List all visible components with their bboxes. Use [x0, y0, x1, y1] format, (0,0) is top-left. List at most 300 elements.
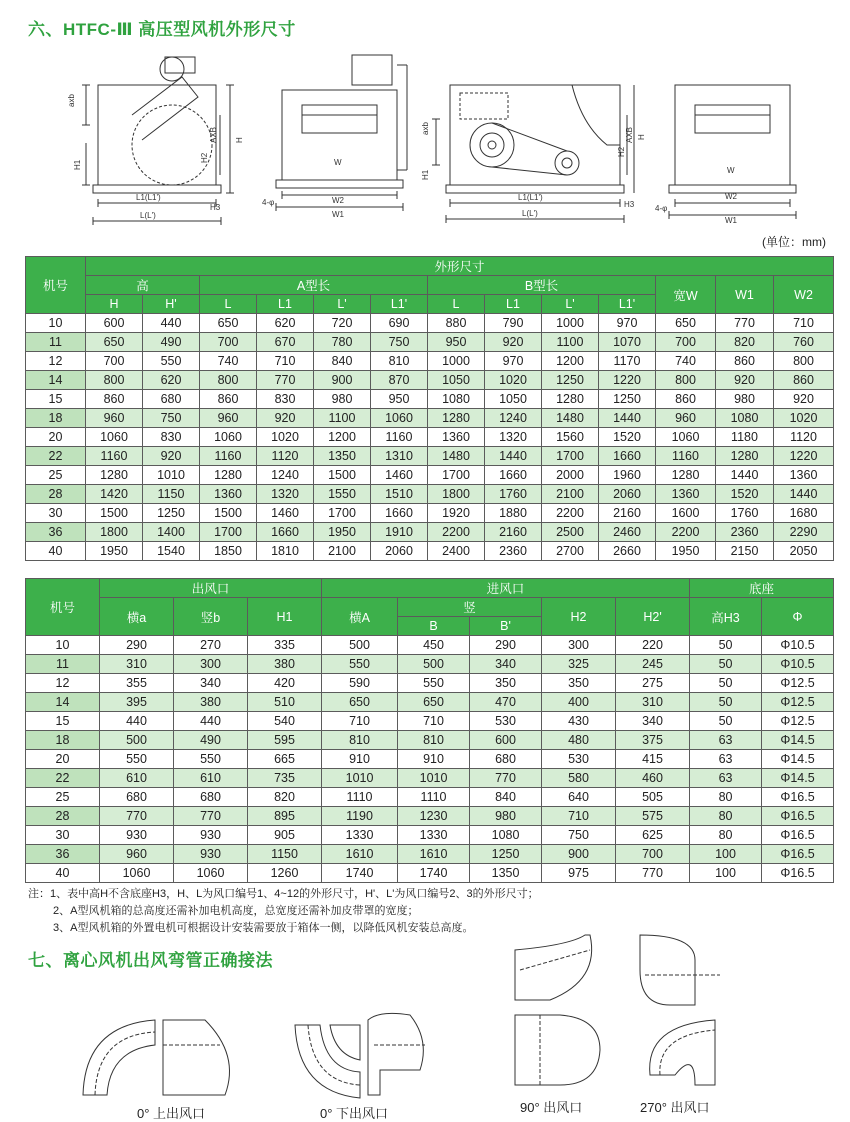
table-cell: 290	[100, 636, 174, 655]
table-cell: 2200	[656, 523, 716, 542]
table-cell: 860	[86, 390, 143, 409]
table-cell: 1020	[257, 428, 314, 447]
table-row	[26, 845, 834, 864]
caption-0-up: 0° 上出风口	[137, 1106, 206, 1121]
table-cell: Φ16.5	[762, 788, 834, 807]
table-cell: 1160	[371, 428, 428, 447]
table-cell: 1960	[599, 466, 656, 485]
table-cell: 700	[86, 352, 143, 371]
table-row	[26, 864, 834, 883]
table-cell: 1460	[257, 504, 314, 523]
table-cell: 505	[616, 788, 690, 807]
table-cell: 595	[248, 731, 322, 750]
table-cell: 270	[174, 636, 248, 655]
table-cell: 1080	[428, 390, 485, 409]
table-cell: 1810	[257, 542, 314, 561]
table-cell: 80	[690, 788, 762, 807]
machine-no-cell: 11	[26, 333, 86, 352]
a-type-side-drawing	[262, 45, 422, 225]
table-cell: 380	[174, 693, 248, 712]
table-cell: 2360	[485, 542, 542, 561]
table-cell: 1010	[398, 769, 470, 788]
header-sub-col: L'	[542, 295, 599, 314]
table-cell: Φ14.5	[762, 731, 834, 750]
machine-no-cell: 30	[26, 504, 86, 523]
table-row	[26, 333, 834, 352]
header-vertical-b: 竖b	[174, 598, 248, 636]
table-cell: 50	[690, 655, 762, 674]
table-cell: 1170	[599, 352, 656, 371]
table-cell: 1250	[542, 371, 599, 390]
table-cell: 800	[200, 371, 257, 390]
label-h3: H3	[210, 203, 221, 212]
table-cell: 335	[248, 636, 322, 655]
caption-270: 270° 出风口	[640, 1100, 710, 1115]
table-row	[26, 466, 834, 485]
table-cell: 620	[257, 314, 314, 333]
table-cell: 1070	[599, 333, 656, 352]
header-sub-col: L1	[485, 295, 542, 314]
table-cell: 1700	[428, 466, 485, 485]
table-cell: 1850	[200, 542, 257, 561]
table-cell: 770	[470, 769, 542, 788]
table-cell: 1660	[599, 447, 656, 466]
label-l1: L1(L1')	[518, 193, 543, 202]
table-cell: 1740	[322, 864, 398, 883]
table-cell: 1110	[322, 788, 398, 807]
machine-no-cell: 36	[26, 523, 86, 542]
table-cell: 1190	[322, 807, 398, 826]
table-cell: 930	[174, 826, 248, 845]
table-cell: 1680	[774, 504, 834, 523]
header-sub-col: L1'	[371, 295, 428, 314]
table-cell: Φ12.5	[762, 712, 834, 731]
table-cell: 1560	[542, 428, 599, 447]
table-cell: 1740	[398, 864, 470, 883]
table-cell: 920	[485, 333, 542, 352]
table-cell: 1800	[86, 523, 143, 542]
table-cell: 1250	[143, 504, 200, 523]
table-cell: 1330	[322, 826, 398, 845]
table-cell: 1240	[257, 466, 314, 485]
machine-no-cell: 15	[26, 712, 100, 731]
table-cell: 830	[257, 390, 314, 409]
table-cell: 620	[143, 371, 200, 390]
machine-no-cell: 28	[26, 807, 100, 826]
table-cell: 1520	[716, 485, 774, 504]
table-cell: 420	[248, 674, 322, 693]
table-cell: 770	[174, 807, 248, 826]
label-w2: W2	[725, 192, 737, 201]
table-cell: 1520	[599, 428, 656, 447]
table-cell: 750	[143, 409, 200, 428]
table-cell: 540	[248, 712, 322, 731]
table-cell: 100	[690, 864, 762, 883]
table-row	[26, 523, 834, 542]
table-cell: 2160	[599, 504, 656, 523]
table-cell: 1950	[314, 523, 371, 542]
table-cell: 950	[371, 390, 428, 409]
machine-no-cell: 15	[26, 390, 86, 409]
table-cell: 1280	[86, 466, 143, 485]
table-row	[26, 826, 834, 845]
table-cell: 300	[174, 655, 248, 674]
table-cell: 340	[470, 655, 542, 674]
table-cell: 550	[143, 352, 200, 371]
table-cell: 2500	[542, 523, 599, 542]
header-h2-prime: H2'	[616, 598, 690, 636]
table-cell: 780	[314, 333, 371, 352]
table-cell: 480	[542, 731, 616, 750]
table-cell: 530	[542, 750, 616, 769]
table-cell: 2290	[774, 523, 834, 542]
table-cell: 1060	[86, 428, 143, 447]
table-cell: 1360	[774, 466, 834, 485]
table-cell: 970	[485, 352, 542, 371]
table-cell: 50	[690, 712, 762, 731]
table-cell: 1010	[143, 466, 200, 485]
table-cell: 1230	[398, 807, 470, 826]
table-cell: 860	[200, 390, 257, 409]
table-cell: 50	[690, 674, 762, 693]
table-cell: 800	[86, 371, 143, 390]
table-cell: 550	[322, 655, 398, 674]
table-cell: 1050	[485, 390, 542, 409]
table-cell: 100	[690, 845, 762, 864]
table-cell: 2160	[485, 523, 542, 542]
machine-no-cell: 25	[26, 788, 100, 807]
machine-no-cell: 14	[26, 371, 86, 390]
table-cell: 710	[774, 314, 834, 333]
machine-no-cell: 11	[26, 655, 100, 674]
table-cell: 1050	[428, 371, 485, 390]
table-cell: 1280	[656, 466, 716, 485]
header-horizontal-A: 横A	[322, 598, 398, 636]
machine-no-cell: 18	[26, 731, 100, 750]
table-cell: 1600	[656, 504, 716, 523]
table-cell: 920	[257, 409, 314, 428]
label-h: H	[637, 134, 646, 140]
table-cell: 860	[656, 390, 716, 409]
table-cell: 1320	[257, 485, 314, 504]
table-row	[26, 352, 834, 371]
table-cell: 1280	[716, 447, 774, 466]
table-cell: 2060	[599, 485, 656, 504]
header-vertical: 竖	[398, 598, 542, 617]
machine-no-cell: 10	[26, 636, 100, 655]
table-cell: Φ16.5	[762, 864, 834, 883]
machine-no-cell: 40	[26, 542, 86, 561]
header-B-prime: B'	[470, 617, 542, 636]
table-cell: 1660	[485, 466, 542, 485]
table-cell: 460	[616, 769, 690, 788]
table-cell: 1010	[322, 769, 398, 788]
table-cell: 810	[371, 352, 428, 371]
table-cell: 380	[248, 655, 322, 674]
table-cell: 1200	[314, 428, 371, 447]
table-cell: 1330	[398, 826, 470, 845]
table-cell: Φ16.5	[762, 807, 834, 826]
table-cell: 1310	[371, 447, 428, 466]
table-cell: 650	[656, 314, 716, 333]
table-cell: 1100	[542, 333, 599, 352]
table-cell: 1060	[656, 428, 716, 447]
caption-0-down: 0° 下出风口	[320, 1106, 389, 1121]
table-cell: 2200	[542, 504, 599, 523]
label-h3: H3	[624, 200, 635, 209]
table-cell: 680	[100, 788, 174, 807]
table-cell: 1360	[428, 428, 485, 447]
table-cell: 1160	[656, 447, 716, 466]
header-w2: W2	[774, 276, 834, 314]
header-h3: 高H3	[690, 598, 762, 636]
table-cell: 950	[428, 333, 485, 352]
table-cell: 960	[86, 409, 143, 428]
table-cell: 590	[322, 674, 398, 693]
table-cell: 830	[143, 428, 200, 447]
table-cell: 1120	[774, 428, 834, 447]
header-sub-col: H'	[143, 295, 200, 314]
table-cell: 920	[143, 447, 200, 466]
table-cell: 1440	[485, 447, 542, 466]
table-cell: 1060	[200, 428, 257, 447]
table-cell: 2000	[542, 466, 599, 485]
table-cell: 63	[690, 750, 762, 769]
table-cell: 770	[616, 864, 690, 883]
label-w: W	[727, 166, 735, 175]
table-cell: 980	[716, 390, 774, 409]
elbow-90-diagram	[510, 930, 620, 1090]
table-cell: 1500	[200, 504, 257, 523]
table-cell: 1000	[428, 352, 485, 371]
table-cell: 1700	[542, 447, 599, 466]
table-cell: 440	[143, 314, 200, 333]
table-cell: 430	[542, 712, 616, 731]
table-cell: 1320	[485, 428, 542, 447]
table-cell: 810	[322, 731, 398, 750]
table-cell: 770	[716, 314, 774, 333]
table-cell: 790	[485, 314, 542, 333]
table-cell: 1200	[542, 352, 599, 371]
outlet-inlet-table	[25, 578, 834, 883]
table-cell: 1360	[656, 485, 716, 504]
table-cell: 1280	[542, 390, 599, 409]
label-w2: W2	[332, 196, 344, 205]
machine-no-cell: 40	[26, 864, 100, 883]
table-cell: 2400	[428, 542, 485, 561]
table-cell: 400	[542, 693, 616, 712]
table-cell: 575	[616, 807, 690, 826]
machine-no-cell: 28	[26, 485, 86, 504]
machine-no-cell: 30	[26, 826, 100, 845]
header-high: 高	[86, 276, 200, 295]
table-cell: 63	[690, 769, 762, 788]
table-row	[26, 314, 834, 333]
table-cell: 470	[470, 693, 542, 712]
table-cell: 700	[200, 333, 257, 352]
table-cell: 600	[470, 731, 542, 750]
table-cell: 1460	[371, 466, 428, 485]
table-cell: 900	[542, 845, 616, 864]
table-cell: 1610	[322, 845, 398, 864]
machine-no-cell: 25	[26, 466, 86, 485]
table-cell: 860	[774, 371, 834, 390]
table-cell: 500	[100, 731, 174, 750]
header-horizontal-a: 横a	[100, 598, 174, 636]
table-cell: 910	[398, 750, 470, 769]
table-cell: 80	[690, 826, 762, 845]
table-cell: 920	[774, 390, 834, 409]
label-w: W	[334, 158, 342, 167]
table-cell: 840	[314, 352, 371, 371]
table-cell: 740	[200, 352, 257, 371]
header-outlet: 出风口	[100, 579, 322, 598]
table-cell: 2660	[599, 542, 656, 561]
table-cell: 680	[470, 750, 542, 769]
table-cell: 1500	[86, 504, 143, 523]
table-cell: 350	[470, 674, 542, 693]
note-1: 注：1、表中高H不含底座H3，H、L为风口编号1、4~12的外形尺寸，H'、L'为风口编号2、3的外形尺寸；	[28, 888, 539, 900]
table-cell: 680	[174, 788, 248, 807]
table-cell: 2700	[542, 542, 599, 561]
header-inlet: 进风口	[322, 579, 690, 598]
table-cell: 960	[656, 409, 716, 428]
table-cell: 245	[616, 655, 690, 674]
table-cell: 415	[616, 750, 690, 769]
table-cell: 580	[542, 769, 616, 788]
table-cell: 1910	[371, 523, 428, 542]
machine-no-cell: 12	[26, 352, 86, 371]
table-row	[26, 750, 834, 769]
table-cell: 510	[248, 693, 322, 712]
table-cell: 810	[398, 731, 470, 750]
header-sub-col: L1	[257, 295, 314, 314]
table-cell: 650	[86, 333, 143, 352]
b-type-front-drawing	[422, 75, 652, 230]
table-cell: 650	[322, 693, 398, 712]
header-sub-col: L1'	[599, 295, 656, 314]
machine-no-cell: 22	[26, 769, 100, 788]
table-cell: 440	[174, 712, 248, 731]
table-cell: 710	[542, 807, 616, 826]
label-h: H	[235, 137, 244, 143]
table-cell: 1660	[371, 504, 428, 523]
label-w1: W1	[725, 216, 737, 225]
a-type-front-drawing	[60, 45, 250, 230]
table-cell: 1880	[485, 504, 542, 523]
table-cell: 710	[257, 352, 314, 371]
table-cell: 770	[100, 807, 174, 826]
table-cell: 1360	[200, 485, 257, 504]
table-cell: 970	[599, 314, 656, 333]
table-cell: 700	[656, 333, 716, 352]
table-cell: 80	[690, 807, 762, 826]
table-cell: 1440	[716, 466, 774, 485]
table-cell: 1480	[428, 447, 485, 466]
table-cell: 650	[398, 693, 470, 712]
header-h2: H2	[542, 598, 616, 636]
table-cell: 310	[100, 655, 174, 674]
table-cell: 1350	[314, 447, 371, 466]
table-cell: 1280	[428, 409, 485, 428]
table-cell: 760	[774, 333, 834, 352]
table-cell: 1550	[314, 485, 371, 504]
table-cell: 2460	[599, 523, 656, 542]
table-cell: 1500	[314, 466, 371, 485]
machine-no-cell: 10	[26, 314, 86, 333]
table-cell: 355	[100, 674, 174, 693]
label-h1: H1	[421, 169, 430, 180]
table-cell: 1160	[200, 447, 257, 466]
table-cell: 1540	[143, 542, 200, 561]
table-cell: 880	[428, 314, 485, 333]
table-cell: 1080	[716, 409, 774, 428]
table-cell: 650	[200, 314, 257, 333]
caption-90: 90° 出风口	[520, 1100, 583, 1115]
table-cell: 1920	[428, 504, 485, 523]
table-cell: Φ10.5	[762, 655, 834, 674]
machine-no-cell: 14	[26, 693, 100, 712]
header-phi: Φ	[762, 598, 834, 636]
table-row	[26, 807, 834, 826]
table-cell: 490	[174, 731, 248, 750]
table-cell: 340	[616, 712, 690, 731]
table-cell: 1100	[314, 409, 371, 428]
table-cell: 50	[690, 636, 762, 655]
label-axb-big: AXB	[625, 126, 634, 143]
notes	[28, 886, 539, 937]
table-cell: 710	[322, 712, 398, 731]
table-cell: 1440	[774, 485, 834, 504]
label-axb: axb	[421, 122, 430, 135]
table-cell: 680	[143, 390, 200, 409]
table-cell: 550	[174, 750, 248, 769]
label-phi: 4-φ	[262, 198, 275, 207]
table-cell: 750	[542, 826, 616, 845]
table-row	[26, 371, 834, 390]
table-cell: Φ14.5	[762, 750, 834, 769]
table-cell: 1020	[485, 371, 542, 390]
table-cell: 220	[616, 636, 690, 655]
table-cell: 625	[616, 826, 690, 845]
table-cell: 1080	[470, 826, 542, 845]
label-h2: H2	[617, 146, 626, 157]
label-h1: H1	[73, 159, 82, 170]
header-sub-col: L	[428, 295, 485, 314]
elbow-270-diagram	[635, 930, 745, 1090]
table-cell: 1660	[257, 523, 314, 542]
table-cell: 1250	[470, 845, 542, 864]
section-7-title: 七、离心风机出风弯管正确接法	[28, 951, 273, 970]
table-cell: 840	[470, 788, 542, 807]
table-cell: 490	[143, 333, 200, 352]
table-cell: Φ14.5	[762, 769, 834, 788]
table-cell: 910	[322, 750, 398, 769]
machine-no-cell: 22	[26, 447, 86, 466]
table-cell: 350	[542, 674, 616, 693]
table-cell: 1060	[174, 864, 248, 883]
table-cell: 340	[174, 674, 248, 693]
label-axb: axb	[67, 94, 76, 107]
table-cell: 1510	[371, 485, 428, 504]
table-cell: Φ12.5	[762, 693, 834, 712]
table-cell: 1760	[485, 485, 542, 504]
table-cell: 500	[322, 636, 398, 655]
table-cell: 700	[616, 845, 690, 864]
table-cell: 450	[398, 636, 470, 655]
table-cell: 550	[398, 674, 470, 693]
table-cell: 975	[542, 864, 616, 883]
